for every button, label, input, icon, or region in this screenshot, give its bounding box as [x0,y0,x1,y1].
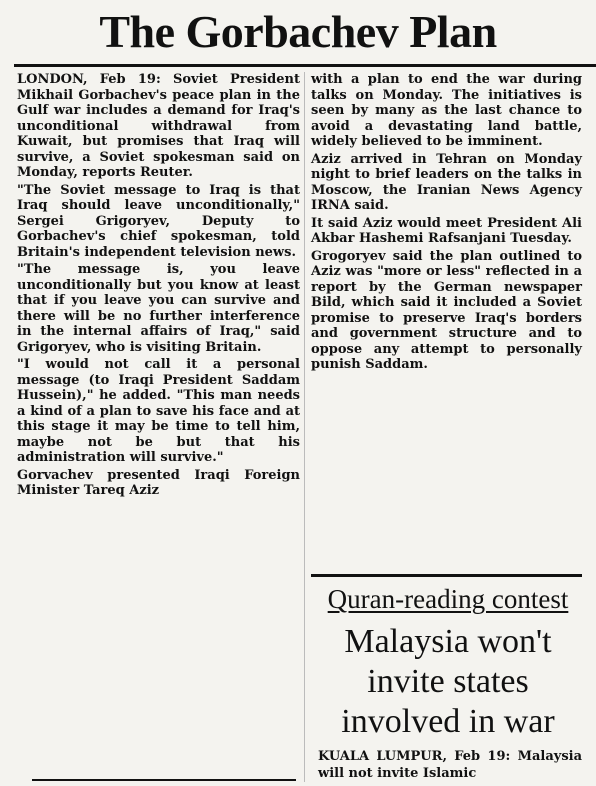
story-divider-rule [311,574,582,577]
second-story-headline: Malaysia won't invite states involved in war [341,623,555,740]
bottom-rule [32,779,296,781]
paragraph: "The Soviet message to Iraq is that Iraq should leave unconditionally," Sergei Grigoryev, Deputy to Gorbachev's chief spokesman, told Britain's independent television news. [17,182,300,260]
paragraph: with a plan to end the war during talks on Monday. The initiatives is seen by many as the last chance to avoid a devastating land battle, widely believed to be imminent. [311,72,582,149]
right-column [311,72,582,375]
second-story-body: KUALA LUMPUR, Feb 19: Malaysia will not invite Islamic [318,749,582,781]
paragraph: "The message is, you leave unconditionally but you know at least that if you leave you can survive and there will be no further interference in the internal affairs of Iraq," said Grigoryev, who is visiting Britain. [17,262,300,355]
paragraph: Gorvachev presented Iraqi Foreign Minister Tareq Aziz [17,467,300,498]
second-story-kicker: Quran-reading contest [327,584,569,614]
paragraph: It said Aziz would meet President Ali Akbar Hashemi Rafsanjani Tuesday. [311,215,582,246]
paragraph: Grogoryev said the plan outlined to Aziz was "more or less" reflected in a report by the German newspaper Bild, which said it included a Soviet promise to preserve Iraq's borders and government structure and to oppose any attempt to personally punish Saddam. [311,248,582,372]
paragraph: LONDON, Feb 19: Soviet President Mikhail Gorbachev's peace plan in the Gulf war includes a demand for Iraq's unconditional withdrawal from Kuwait, but promises that Iraq will survive, a Soviet spokesman said on Monday, reports Reuter. [17,72,300,180]
headline-rule [14,64,596,67]
page-headline: The Gorbachev Plan [99,6,497,57]
paragraph: "I would not call it a personal message (to Iraqi President Saddam Hussein)," he added. "This man needs a kind of a plan to save his face and at this stage it may be time to tell him, maybe not be but that his administration will survive." [17,357,300,465]
column-divider [304,72,305,782]
paragraph: Aziz arrived in Tehran on Monday night to brief leaders on the talks in Moscow, the Iranian News Agency IRNA said. [311,151,582,213]
left-column [17,72,300,501]
